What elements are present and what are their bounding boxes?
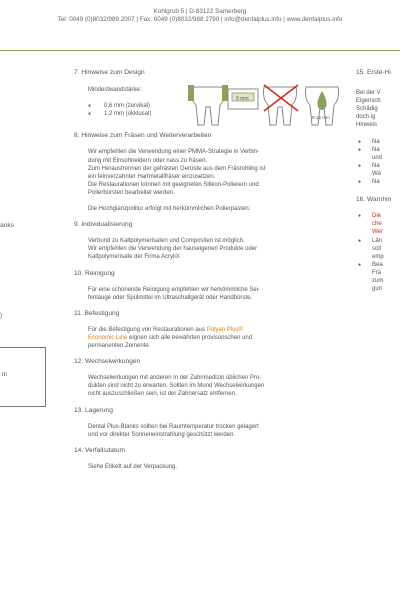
brand-name: Polyan Plus® — [206, 326, 243, 333]
list-item: ● Län — [358, 237, 383, 244]
list-item-cont: soll — [372, 245, 382, 252]
section-8-line: Wir empfehlen die Verwendung einer PMMA-Strategie in Verbin- — [88, 149, 260, 156]
section-11-line — [74, 326, 338, 334]
list-item: ● 0,6 mm (zervikal) — [88, 102, 338, 110]
section-7-heading: 7. Hinweise zum Design — [74, 69, 145, 76]
list-item: ● Na — [358, 179, 380, 186]
section-8-extra: Die Hochglanzpolitur erfolgt mit herkömmlichen Polierpasten. — [88, 206, 251, 213]
svg-text:6 mm: 6 mm — [236, 96, 249, 102]
section-15-heading: 15. Erste-Hi — [356, 69, 391, 76]
section-10-line: Für eine schonende Reinigung empfehlen wir herkömmliche Sei- — [88, 286, 261, 293]
list-item: ● 1,2 mm (okklusal) — [88, 110, 338, 118]
section-13-line: und vor direkter Sonneneinstrahlung geschützt werden. — [88, 431, 236, 438]
section-11-line: permanenten Zemente. — [88, 343, 151, 350]
main-column — [74, 69, 338, 471]
section-9-line: Wir empfehlen die Verwendung der hauseigenen Produkte oder — [88, 246, 258, 253]
section-11-line — [74, 334, 338, 342]
section-15-line: Eigensch — [356, 98, 381, 105]
header-rule — [0, 50, 400, 51]
section-16-heading: 16. Warnhin — [356, 196, 392, 204]
section-15-line: Bei der V — [356, 90, 381, 97]
list-item: ● Bea — [358, 261, 383, 268]
list-item-cont: zum — [372, 277, 384, 284]
cross-out-icon — [264, 85, 299, 125]
svg-text:9-12 mm: 9-12 mm — [312, 115, 330, 120]
section-11-text: Für die Befestigung von Restaurationen aus — [88, 326, 207, 333]
section-15-line: Hinweis — [356, 122, 378, 129]
warning-item-cont: Wer — [372, 229, 383, 236]
section-8-line: Polierbürsten bearbeitet werden. — [88, 189, 175, 196]
crown-measure-icon — [228, 89, 258, 109]
list-item-cont: gun — [372, 286, 383, 293]
molar-icon — [306, 87, 339, 125]
section-8-heading: 8. Hinweise zum Fräsen und Weiterverarbeiten — [74, 132, 212, 140]
section-9-line: Verbund zu Kaltpolymerisaten und Compositen ist möglich. — [88, 238, 245, 245]
section-8-line: Die Restaurationen können mit geeigneten Silikon-Polierern und — [88, 181, 259, 188]
brand-line: Economic Line — [88, 334, 128, 341]
section-10-heading: 10. Reinigung — [74, 269, 115, 277]
section-11-text: eignen sich alle bewährten provisorischen und — [127, 334, 253, 341]
list-item: ● Na — [358, 162, 380, 169]
warning-item: ● Die — [358, 213, 382, 220]
list-item: ● Na — [358, 138, 380, 145]
left-fragment-box — [0, 347, 46, 407]
letterhead — [0, 8, 400, 24]
section-12-heading: 12. Wechselwirkungen — [74, 358, 141, 366]
section-12-line: dukten sind nicht zu erwarten. Sollten im Mund Wechselwirkungen — [88, 383, 265, 390]
section-15-line: Schädig — [356, 106, 378, 113]
list-item-cont: Frä — [372, 269, 381, 276]
section-9-heading: 9. Individualisierung — [74, 221, 133, 229]
section-8-line: dung mit Einsohneidern oder nass zu fräsen. — [88, 157, 208, 164]
section-11-heading: 11. Befestigung — [74, 309, 120, 317]
list-item: ● Na — [358, 146, 380, 153]
warning-item-cont: che — [372, 221, 382, 228]
list-item-cont: emp — [372, 253, 384, 260]
contact-line: Tel: 0049 (0)8032/989 2007 | Fax: 0049 (0)8032/988 2790 | info@dentalplus.info | www.dentalplus.info — [57, 16, 343, 23]
list-item-cont: Wa — [372, 170, 381, 177]
section-14-line: Siehe Etikett auf der Verpackung. — [88, 463, 178, 470]
address-line: Kohlgrub 5 | D-83122 Samerberg — [153, 8, 247, 15]
list-item-cont: und — [372, 154, 383, 161]
section-12-line: Wechselwirkungen mit anderen in der Zahnmedizin üblichen Pro- — [88, 375, 262, 382]
section-12-line: nicht auszuschließen sein, ist der Zahnersatz entfernen. — [88, 391, 237, 398]
section-7-label: Mindestwandstärke: — [88, 87, 142, 94]
tooth-icon — [188, 85, 228, 125]
section-8-line: ein feinverzahnter Hartmetallfräser einzusetzen. — [88, 173, 216, 180]
section-14-heading: 14. Verfallsdatum — [74, 446, 125, 454]
left-fragment-b: ) — [0, 312, 3, 319]
section-9-line: Kaltpolymerisate der Firma AcryliX — [88, 254, 180, 261]
tooth-design-figure — [184, 79, 344, 129]
section-13-heading: 13. Lagerung — [74, 406, 113, 414]
left-fragment-a: anks — [0, 222, 14, 229]
right-column — [356, 69, 400, 293]
section-8-line: Zum Heraustrennen der gefrästen Gerüste aus dem Fräsrohling ist — [88, 165, 266, 172]
section-10-line: fenlauge oder Spülmittel im Ultraschallgerät oder Handbürste. — [88, 294, 253, 301]
section-13-line: Dental Plus-Blanks sollten bei Raumtemperatur trocken gelagert — [88, 423, 259, 430]
left-fragment-c: m — [2, 372, 7, 378]
section-15-line: doch ig — [356, 114, 376, 121]
